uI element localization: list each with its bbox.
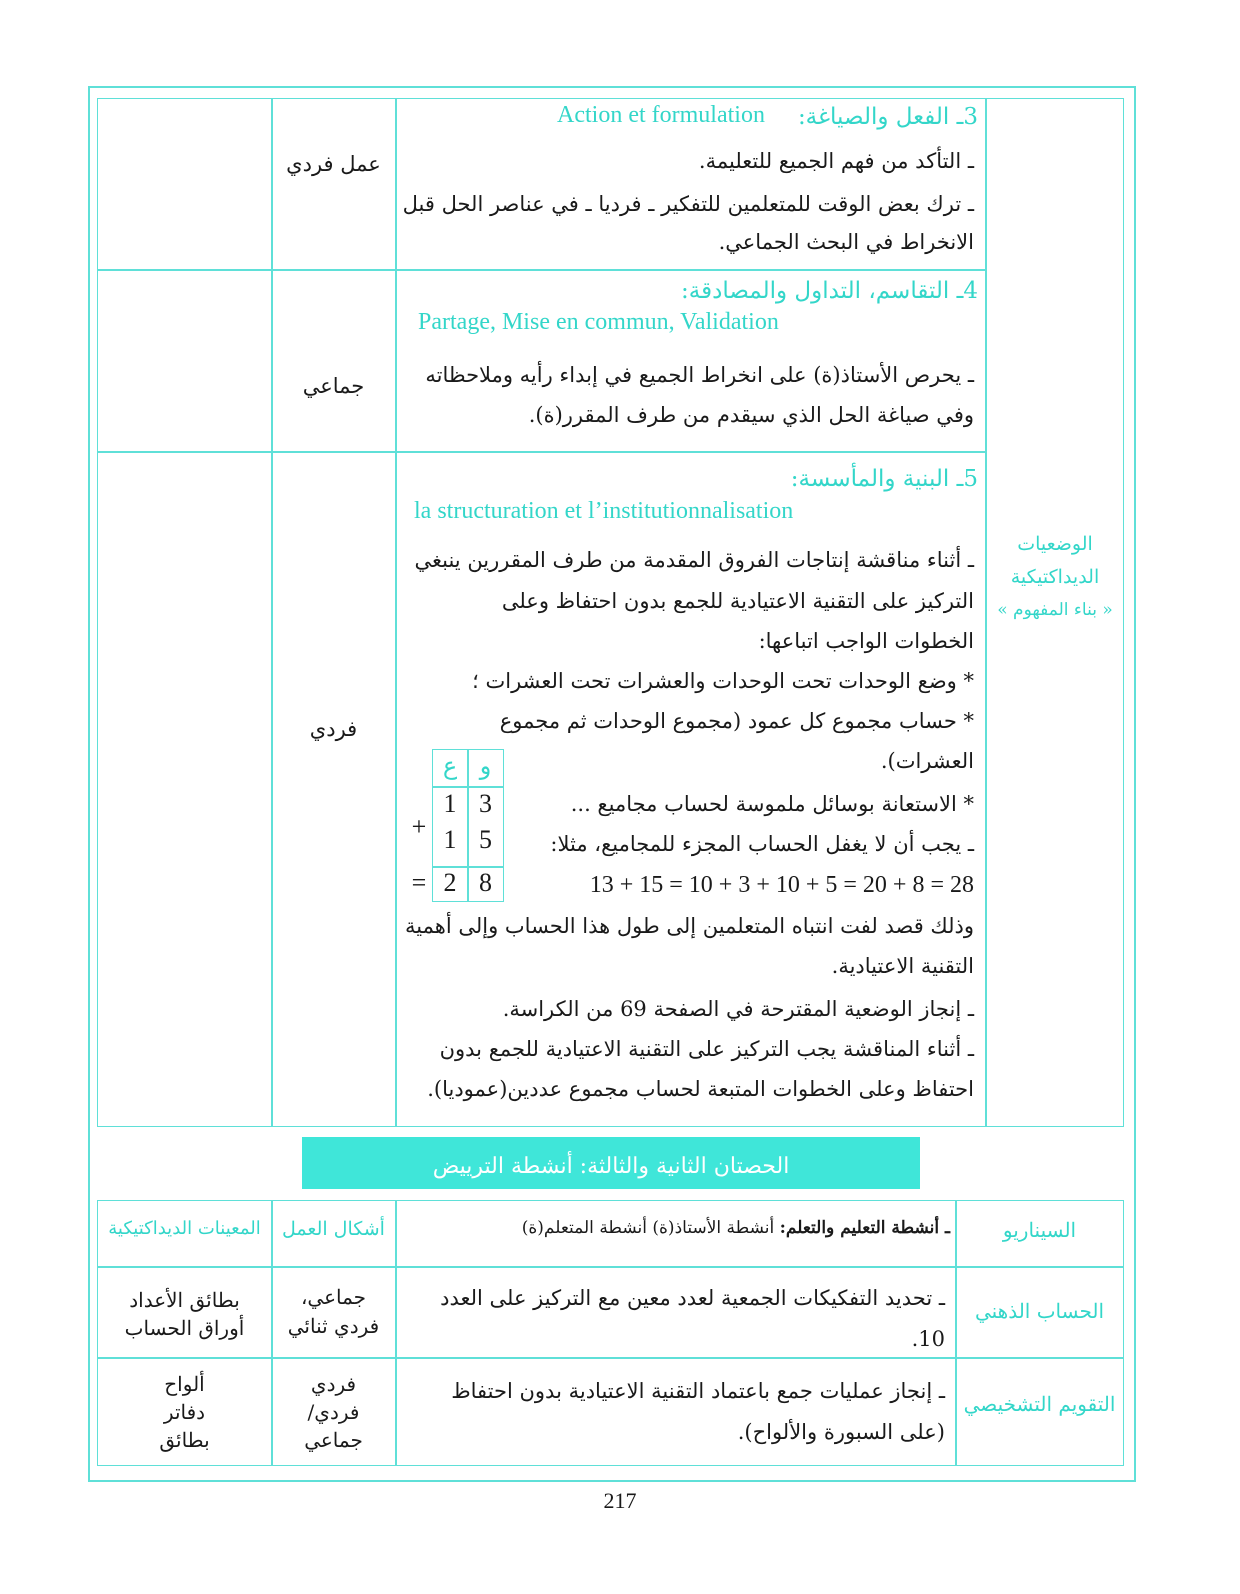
row3-heading-fr: Action et formulation xyxy=(557,102,765,128)
row5-line-4: * وضع الوحدات تحت الوحدات والعشرات تحت العشرات ؛ xyxy=(472,669,974,693)
mental-calc-line-1: ـ تحديد التفكيكات الجمعية لعدد معين مع التركيز على العدد xyxy=(440,1286,945,1310)
mental-calc-work-forms xyxy=(272,1283,395,1341)
row5-line-5: * حساب مجموع كل عمود (مجموع الوحدات ثم مجموع xyxy=(499,709,974,733)
diagnostic-work-form-2: فردي/ xyxy=(307,1400,360,1424)
header-activities-rest: أنشطة الأستاذ(ة) أنشطة المتعلم(ة) xyxy=(521,1218,780,1238)
mental-calc-aids xyxy=(98,1286,271,1342)
section-label-line-2: الديداكتيكية xyxy=(1010,566,1100,588)
addition-result-units: 8 xyxy=(479,868,492,897)
header-scenario: السيناريو xyxy=(1002,1218,1077,1242)
section-label-line-3: « بناء المفهوم » xyxy=(997,600,1113,620)
row4-work-form: جماعي xyxy=(302,374,365,398)
addition-row2-units: 5 xyxy=(479,825,492,854)
diagnostic-aids xyxy=(98,1370,271,1454)
row4-line-2: وفي صياغة الحل الذي سيقدم من طرف المقرر(ة). xyxy=(528,403,974,427)
addition-equals-sign: = xyxy=(411,868,427,897)
row3-work-form: عمل فردي xyxy=(286,152,381,176)
diagnostic-line-2: (على السبورة والألواح). xyxy=(737,1420,945,1444)
row5-line-8: ـ يجب أن لا يغفل الحساب المجزء للمجاميع، مثلا: xyxy=(550,832,974,856)
mental-calc-work-form-2: فردي ثنائي xyxy=(287,1314,380,1338)
addition-header-tens: ع xyxy=(442,752,458,780)
row5-line-13: ـ أثناء المناقشة يجب التركيز على التقنية الاعتيادية للجمع بدون xyxy=(439,1037,974,1061)
page-number: 217 xyxy=(603,1488,637,1513)
addition-row1-units: 3 xyxy=(479,789,492,818)
diagnostic-work-form-1: فردي xyxy=(310,1372,357,1396)
row5-line-1: ـ أثناء مناقشة إنتاجات الفروق المقدمة من طرف المقررين ينبغي xyxy=(414,548,974,572)
addition-plus-sign: + xyxy=(411,812,427,841)
section-label-line-1: الوضعيات xyxy=(1017,533,1093,555)
row5-equation: 13 + 15 = 10 + 3 + 10 + 5 = 20 + 8 = 28 xyxy=(589,872,974,898)
diagnostic-line-1: ـ إنجاز عمليات جمع باعتماد التقنية الاعتيادية بدون احتفاظ xyxy=(451,1379,945,1403)
row5-line-6: العشرات). xyxy=(880,749,974,773)
scenario-mental-calc: الحساب الذهني xyxy=(974,1299,1105,1323)
header-work-forms: أشكال العمل xyxy=(282,1218,385,1240)
mental-calc-aid-2: أوراق الحساب xyxy=(124,1316,245,1340)
diagnostic-work-form-3: جماعي xyxy=(304,1428,363,1452)
diagnostic-work-forms xyxy=(272,1370,395,1454)
section-banner: الحصتان الثانية والثالثة: أنشطة الترييض xyxy=(302,1137,920,1189)
row5-heading-fr: la structuration et l’institutionnalisation xyxy=(414,498,794,524)
addition-result-tens: 2 xyxy=(443,868,457,897)
mental-calc-work-form-1: جماعي، xyxy=(300,1285,367,1309)
row4-heading-ar: 4ـ التقاسم، التداول والمصادقة: xyxy=(681,278,978,304)
addition-header-units: و xyxy=(479,752,492,780)
row3-heading-ar: 3ـ الفعل والصياغة: xyxy=(797,104,978,130)
mental-calc-aid-1: بطائق الأعداد xyxy=(129,1288,240,1312)
header-aids: المعينات الديداكتيكية xyxy=(108,1218,261,1239)
row5-line-3: الخطوات الواجب اتباعها: xyxy=(758,629,974,653)
addition-row2-tens: 1 xyxy=(443,825,457,854)
header-activities-bold: ـ أنشطة التعليم والتعلم: xyxy=(779,1218,950,1238)
row5-line-10: وذلك قصد لفت انتباه المتعلمين إلى طول هذا الحساب وإلى أهمية xyxy=(405,914,974,938)
mental-calc-line-2: 10. xyxy=(911,1327,945,1351)
header-activities xyxy=(522,1218,950,1238)
diagnostic-aid-3: بطائق xyxy=(159,1428,210,1452)
row4-line-1: ـ يحرص الأستاذ(ة) على انخراط الجميع في إبداء رأيه وملاحظاته xyxy=(425,363,974,387)
row5-line-7: * الاستعانة بوسائل ملموسة لحساب مجاميع ... xyxy=(570,792,974,816)
row5-work-form: فردي xyxy=(309,717,358,741)
addition-row1-tens: 1 xyxy=(443,789,457,818)
diagnostic-aid-1: ألواح xyxy=(164,1372,205,1396)
section-label xyxy=(990,528,1120,627)
row5-line-2: التركيز على التقنية الاعتيادية للجمع بدون احتفاظ وعلى xyxy=(501,589,974,613)
row3-line-1: ـ التأكد من فهم الجميع للتعليمة. xyxy=(698,149,974,173)
row5-line-11: التقنية الاعتيادية. xyxy=(831,954,974,978)
row5-line-14: احتفاظ وعلى الخطوات المتبعة لحساب مجموع عددين(عموديا). xyxy=(427,1077,974,1101)
row3-line-3: الانخراط في البحث الجماعي. xyxy=(718,230,974,254)
row5-heading-ar: 5ـ البنية والمأسسة: xyxy=(790,466,978,492)
row4-heading-fr: Partage, Mise en commun, Validation xyxy=(418,309,779,335)
scenario-diagnostic: التقويم التشخيصي xyxy=(963,1392,1116,1416)
diagnostic-aid-2: دفاتر xyxy=(163,1400,206,1424)
row5-line-12: ـ إنجاز الوضعية المقترحة في الصفحة 69 من الكراسة. xyxy=(502,997,974,1021)
row3-line-2: ـ ترك بعض الوقت للمتعلمين للتفكير ـ فرديا ـ في عناصر الحل قبل xyxy=(402,192,974,216)
